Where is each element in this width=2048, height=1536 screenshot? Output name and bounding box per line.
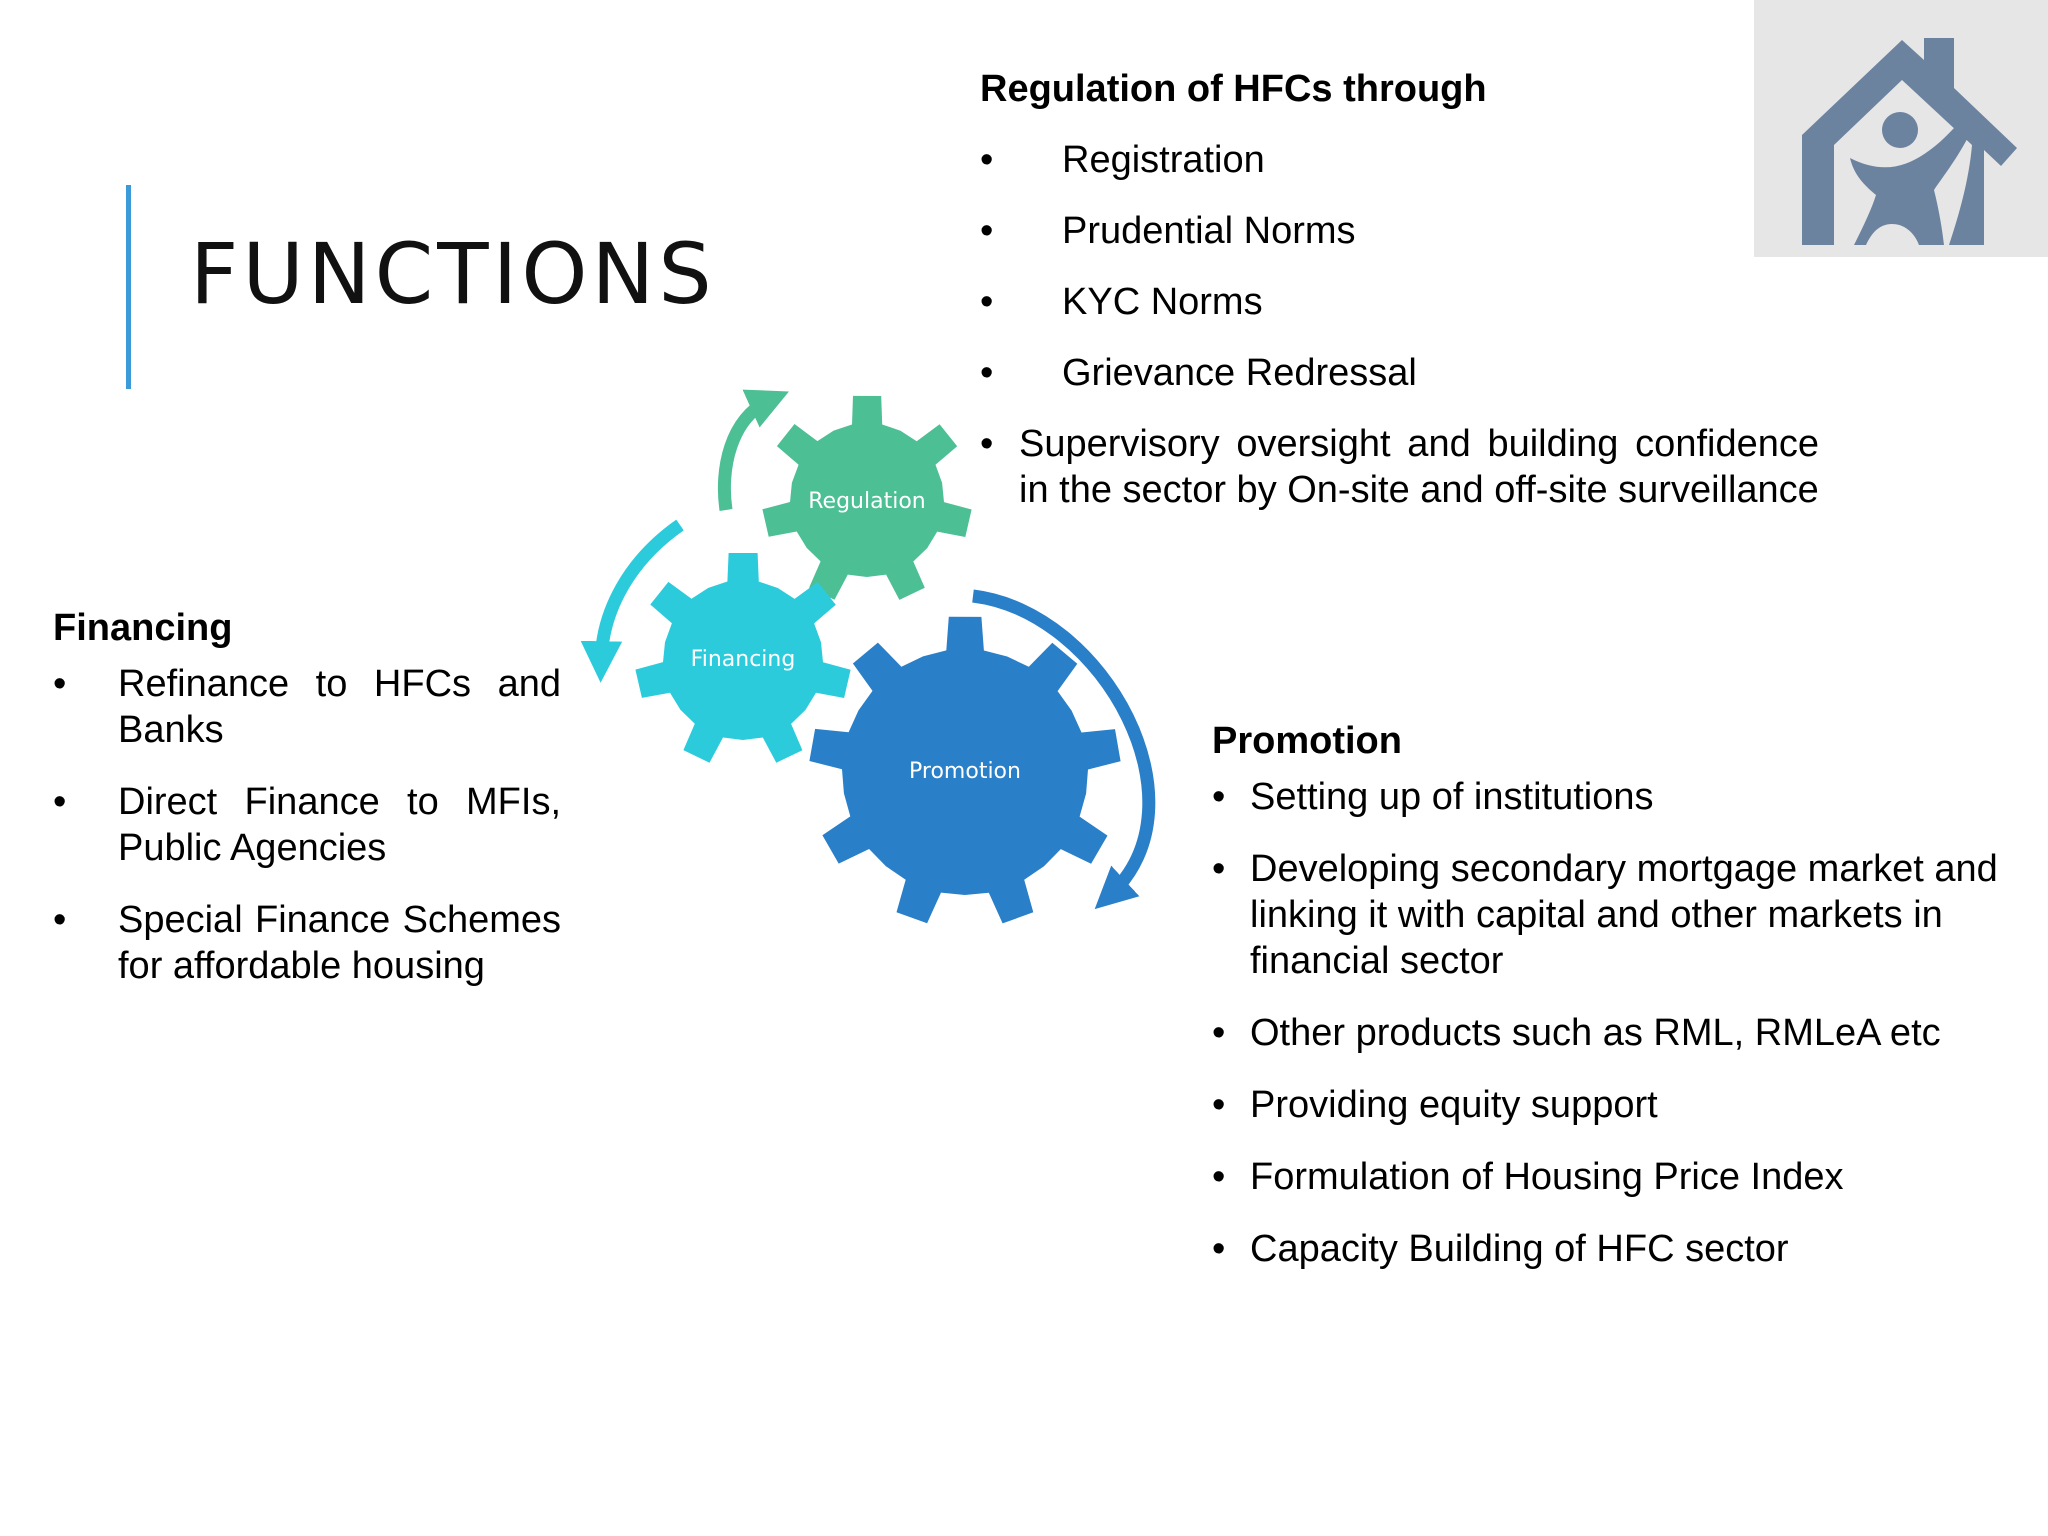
list-item: • Formulation of Housing Price Index bbox=[1212, 1156, 1844, 1198]
list-item: • Providing equity support bbox=[1212, 1084, 1658, 1126]
financing-section bbox=[53, 605, 561, 1015]
list-item: • Registration bbox=[980, 139, 1265, 181]
gears-diagram bbox=[580, 380, 1180, 940]
list-item: • Setting up of institutions bbox=[1212, 776, 1654, 818]
list-item: • Other products such as RML, RMLeA etc bbox=[1212, 1012, 1941, 1054]
list-item: • Grievance Redressal bbox=[980, 352, 1417, 394]
promotion-heading: Promotion bbox=[1212, 720, 1402, 762]
list-item: • Direct Finance to MFIs, Public Agencies bbox=[53, 781, 561, 869]
list-item: • Developing secondary mortgage market and linking it with capital and other markets in financial sector bbox=[1212, 848, 1998, 982]
regulation-arrow bbox=[724, 400, 770, 510]
promotion-section bbox=[1212, 718, 2042, 1298]
financing-gear-label: Financing bbox=[690, 647, 796, 672]
title-accent-bar bbox=[126, 185, 131, 389]
list-item: • Capacity Building of HFC sector bbox=[1212, 1228, 1789, 1270]
list-item: • Special Finance Schemes for affordable housing bbox=[53, 899, 561, 987]
list-item: • Refinance to HFCs and Banks bbox=[53, 663, 561, 751]
list-item: • Supervisory oversight and building confidence in the sector by On-site and off-site surveillance bbox=[980, 423, 1819, 511]
list-item: • Prudential Norms bbox=[980, 210, 1356, 252]
gears-svg bbox=[580, 380, 1180, 940]
list-item: • KYC Norms bbox=[980, 281, 1263, 323]
promotion-gear-label: Promotion bbox=[909, 759, 1021, 784]
financing-heading: Financing bbox=[53, 607, 233, 649]
regulation-heading: Regulation of HFCs through bbox=[980, 68, 1487, 110]
regulation-gear-label: Regulation bbox=[808, 489, 926, 514]
regulation-gear bbox=[762, 396, 971, 600]
promotion-gear bbox=[809, 617, 1120, 924]
slide-title: FUNCTIONS bbox=[190, 225, 716, 323]
